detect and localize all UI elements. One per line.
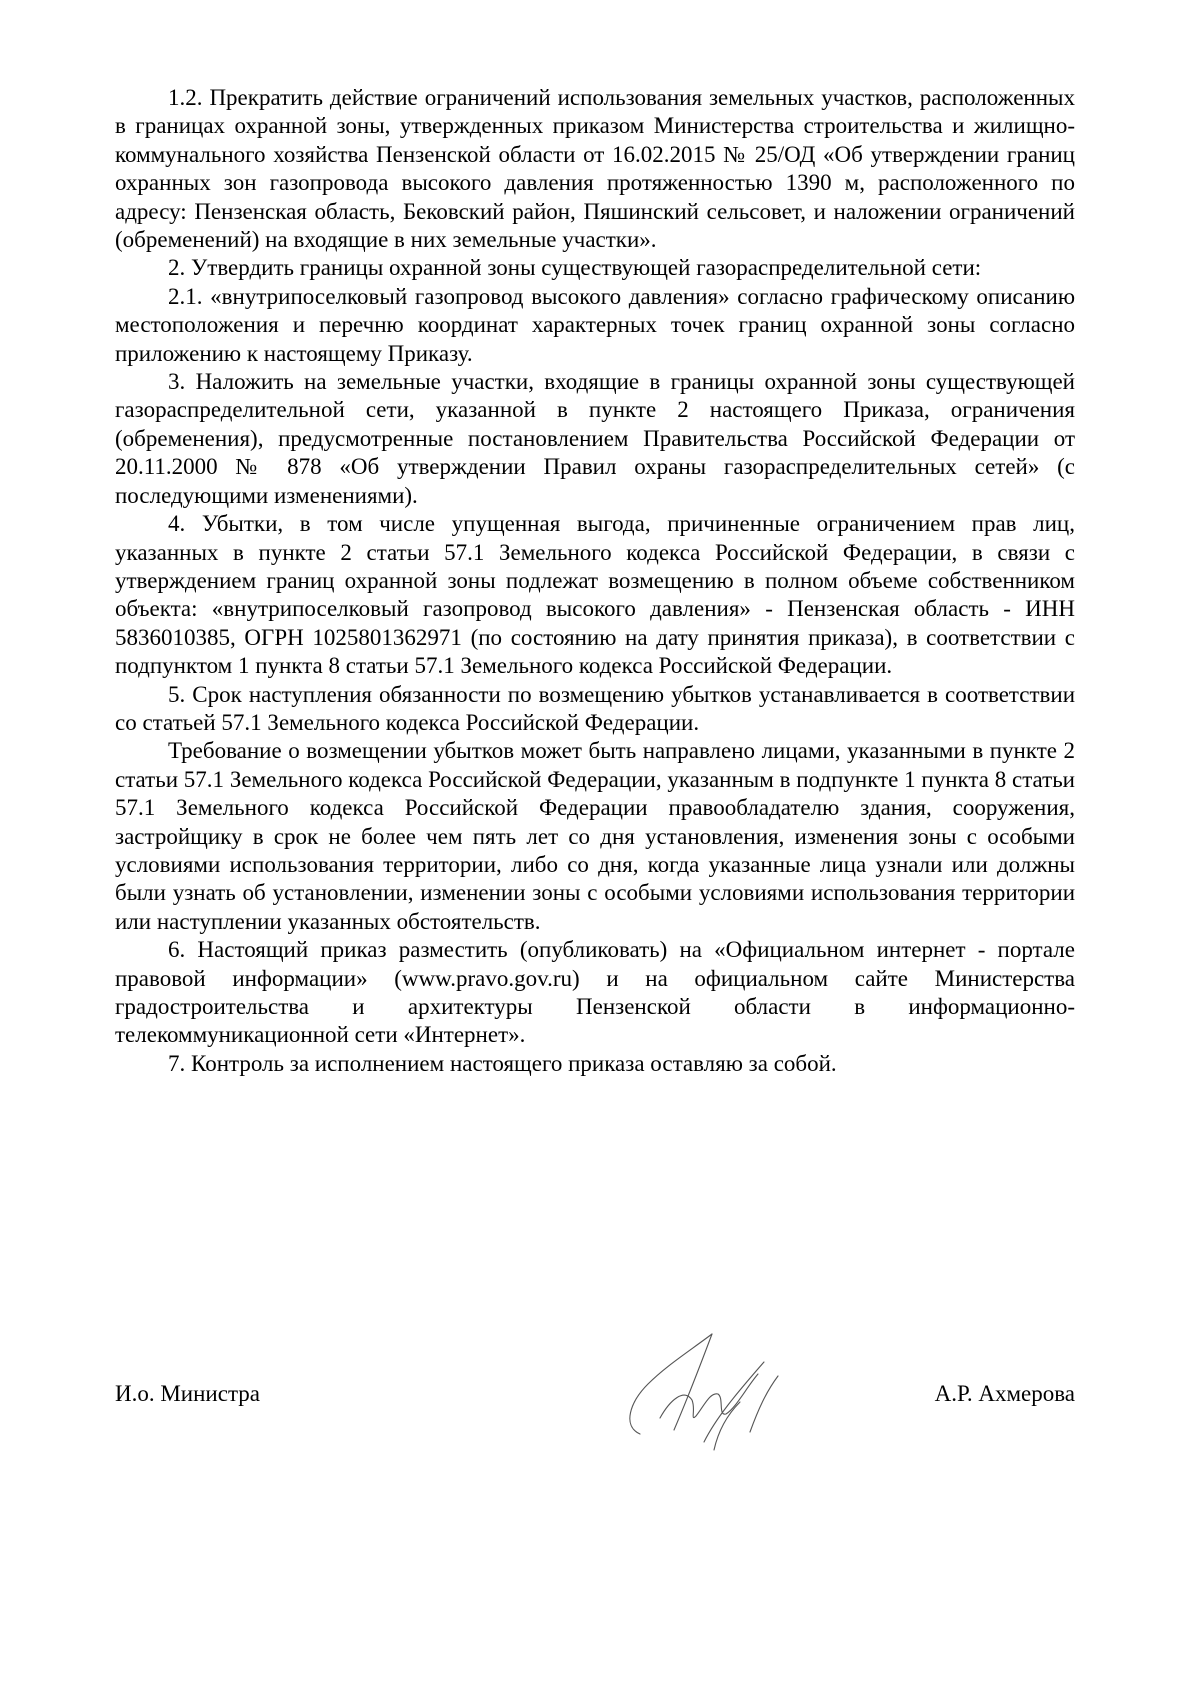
signer-name: А.Р. Ахмерова [934, 1381, 1075, 1406]
handwritten-signature [600, 1322, 800, 1462]
paragraph-4: 4. Убытки, в том числе упущенная выгода, причиненные ограничением прав лиц, указанных в пункте 2 статьи 57.1 Земельного кодекса Российской Федерации, в связи с утверждением границ охранной зоны подлежат возмещению в полном объеме собственником объекта: «внутрипоселковый газопровод высокого давления» - Пензенская область - ИНН 5836010385, ОГРН 1025801362971 (по состоянию на дату принятия приказа), в соответствии с подпунктом 1 пункта 8 статьи 57.1 Земельного кодекса Российской Федерации. [115, 511, 1075, 679]
signature-block [115, 1380, 1075, 1500]
paragraph-6: 6. Настоящий приказ разместить (опубликовать) на «Официальном интернет - портале правовой информации» (www.pravo.gov.ru) и на официальном сайте Министерства градостроительства и архитектуры Пензенской области в информационно-телекоммуникационной сети «Интернет». [115, 937, 1075, 1048]
paragraph-1-2: 1.2. Прекратить действие ограничений использования земельных участков, расположенных в границах охранной зоны, утвержденных приказом Министерства строительства и жилищно-коммунального хозяйства Пензенской области от 16.02.2015 № 25/ОД «Об утверждении границ охранных зон газопровода высокого давления протяженностью 1390 м, расположенного по адресу: Пензенская область, Бековский район, Пяшинский сельсовет, и наложении ограничений (обременений) на входящие в них земельные участки». [115, 85, 1075, 253]
paragraph-2-1: 2.1. «внутрипоселковый газопровод высокого давления» согласно графическому описанию местоположения и перечню координат характерных точек границ охранной зоны согласно приложению к настоящему Приказу. [115, 283, 1075, 366]
document-body [115, 84, 1075, 1078]
paragraph-3: 3. Наложить на земельные участки, входящие в границы охранной зоны существующей газораспределительной сети, указанной в пункте 2 настоящего Приказа, ограничения (обременения), предусмотренные постановлением Правительства Российской Федерации от 20.11.2000 № 878 «Об утверждении Правил охраны газораспределительных сетей» (с последующими изменениями). [115, 369, 1075, 508]
position-title: И.о. Министра [115, 1381, 260, 1406]
paragraph-2: 2. Утвердить границы охранной зоны существующей газораспределительной сети: [168, 255, 982, 281]
paragraph-5: 5. Срок наступления обязанности по возмещению убытков устанавливается в соответствии со статьей 57.1 Земельного кодекса Российской Федерации. [115, 681, 1075, 735]
paragraph-7: 7. Контроль за исполнением настоящего приказа оставляю за собой. [168, 1050, 837, 1076]
paragraph-5-requirement: Требование о возмещении убытков может быть направлено лицами, указанными в пункте 2 статьи 57.1 Земельного кодекса Российской Федерации, указанным в подпункте 1 пункта 8 статьи 57.1 Земельного кодекса Российской Федерации правообладателю здания, сооружения, застройщику в срок не более чем пять лет со дня установления, изменения зоны с особыми условиями использования территории, либо со дня, когда указанные лица узнали или должны были узнать об установлении, изменении зоны с особыми условиями использования территории или наступлении указанных обстоятельств. [115, 738, 1075, 934]
